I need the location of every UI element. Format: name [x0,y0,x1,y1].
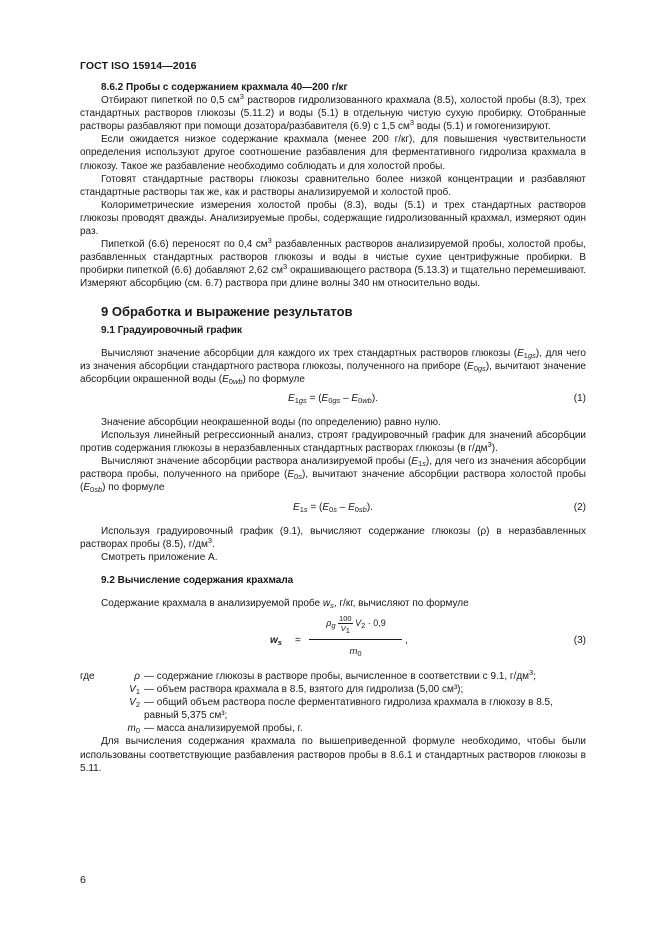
formula-3-numerator: $\rho_g$ $\frac{100}{V_1}$ $V_2 \cdot 0,9$ [326,614,386,635]
paragraph: Смотреть приложение А. [101,551,218,563]
variable-definitions [80,670,586,735]
paragraph: Используя градуировочный график (9.1), вычисляют содержание глюкозы (ρ) в неразбавленных растворах пробы (8.5), $г/дм^3$. [80,525,586,550]
formula-3-fraction-bar [309,639,402,640]
section-9-2-heading: 9.2 Вычисление содержания крахмала [101,574,294,586]
paragraph: Содержание крахмала в анализируемой пробе $w_s$, г/кг, вычисляют по формуле [101,597,469,610]
formula-1-expression: $E_{1gs} = (E_{0gs} - E_{0wb})$. [288,392,378,405]
formula-3-lhs: $w_s$ [270,635,282,647]
document-code-header: ГОСТ ISO 15914—2016 [80,60,197,72]
formula-1-number: (1) [573,392,586,404]
formula-3-number: (3) [573,635,586,646]
section-9-1-heading: 9.1 Градуировочный график [101,324,242,336]
formula-3-equals: = [295,635,301,646]
paragraph: Вычисляют значение абсорбции раствора анализируемой пробы $(E_{1s})$, для чего из значения абсорбции раствора пробы, полученного на приборе $(E_{0s})$, вычитают значение абсорбции раствора холостой пробы $(E_{0sb})$ по формуле [80,456,586,495]
paragraph: Готовят стандартные растворы глюкозы сравнительно более низкой концентрации и разбавляют стандартные растворы так же, как и растворы анализируемой и холостой проб. [80,173,586,198]
paragraph: Колориметрические измерения холостой пробы (8.3), воды (5.1) и трех стандартных растворов глюкозы проводят дважды. Анализируемые пробы, содержащие гидролизованный крахмал, измеряют один раз. [80,199,586,238]
paragraph: Используя линейный регрессионный анализ, строят градуировочный график для значений абсорбции против содержания глюкозы в неразбавленных стандартных растворах глюкозы (в $г/дм^3$). [80,430,586,455]
paragraph: Пипеткой (6.6) переносят по 0,4 $см^3$ разбавленных растворов анализируемой пробы, холостой пробы, разбавленных стандартных растворов глюкозы и воды в чистые сухие центрифужные пробирки. В пробирки пипеткой (6.6) добавляют 2,62 $см^3$ окрашивающего раствора (5.13.3) и тщательно перемешивают. Измеряют абсорбцию (см. 6.7) раствора при длине волны 340 нм относительно воды. [80,236,586,290]
section-9-heading: 9 Обработка и выражение результатов [101,303,353,319]
paragraph: Если ожидается низкое содержание крахмала (менее 200 г/кг), для повышения чувствительности определения используют другое соотношение разбавления для ферментативного гидролиза крахмала в глюкозу. Такое же разбавление необходимо соблюдать и для холостой пробы. [80,134,586,172]
page-number: 6 [80,874,86,886]
paragraph: Значение абсорбции неокрашенной воды (по определению) равно нулю. [101,416,441,428]
definition-v2: $V_2$ — общий объем раствора после ферментативного гидролиза крахмала в глюкозу в 8.5, равный 5,375 см³; [129,697,553,722]
definition-m0: $m_0$ — масса анализируемой пробы, г. [127,723,303,736]
formula-2-number: (2) [573,501,586,513]
paragraph: Отбирают пипеткой по 0,5 $см^3$ растворов гидролизованного крахмала (8.5), холостой пробы (8.3), трех стандартных растворов глюкозы (5.11.2) и воды (5.1) в отдельную чистую сухую пробирку. Отобранные растворы разбавляют при помощи дозатора/разбавителя (6.9) с 1,5 $см^3$ воды (5.1) и гомогенизируют. [80,92,586,133]
formula-2-expression: $E_{1s} = (E_{0s} - E_{0sb})$. [293,501,373,514]
formula-1 [80,386,586,412]
formula-3 [80,610,586,668]
definition-v1: $V_1$ — объем раствора крахмала в 8.5, взятого для гидролиза (5,00 см³); [129,684,464,697]
page-content [80,81,586,775]
formula-2 [80,495,586,521]
paragraph: Для вычисления содержания крахмала по вышеприведенной формуле необходимо, чтобы были использованы соответствующие разбавления растворов пробы в 8.6.1 и стандартных растворов глюкозы в 5.11. [80,736,586,774]
paragraph: Вычисляют значение абсорбции для каждого их трех стандартных растворов глюкозы $(E_{1gs})$, для чего из значения абсорбции стандартного раствора глюкозы, полученного на приборе $(E_{0gs})$, вычитают значение абсорбции окрашенной воды $(E_{0wb})$ по формуле [80,347,586,386]
formula-3-comma: , [405,635,408,646]
formula-3-denominator: $m_0$ [349,646,362,658]
section-8-6-2-heading: 8.6.2 Пробы с содержанием крахмала 40—200 г/кг [101,82,348,93]
definition-rho: где ρ — содержание глюкозы в растворе пробы, вычисленное в соответствии с 9.1, $г/дм^3$; [80,668,536,682]
